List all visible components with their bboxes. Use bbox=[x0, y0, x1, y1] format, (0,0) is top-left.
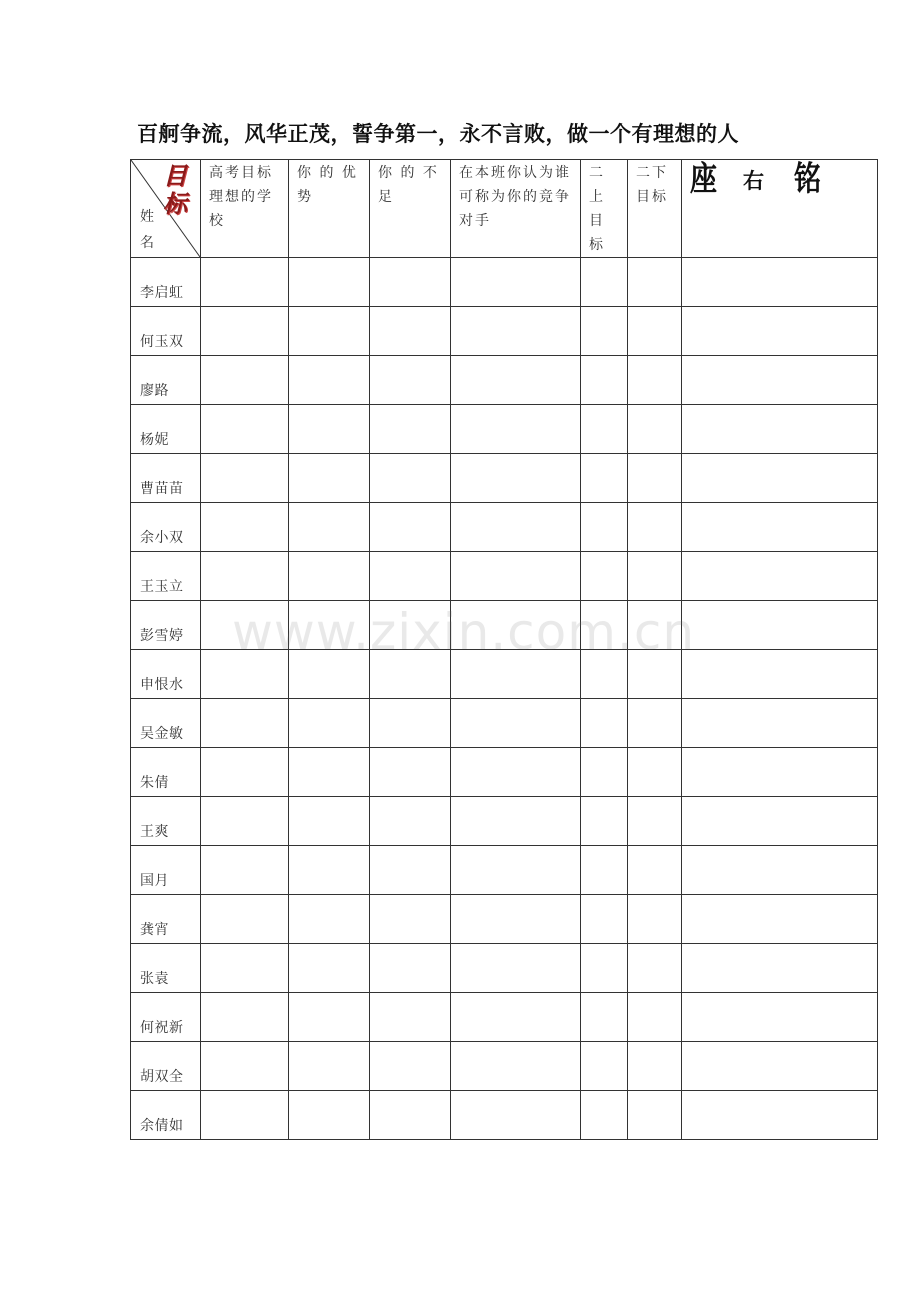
term1-goal-cell[interactable] bbox=[581, 307, 628, 356]
table-row bbox=[131, 993, 878, 1042]
motto-cell[interactable] bbox=[682, 503, 878, 552]
strengths-cell[interactable] bbox=[289, 1091, 370, 1140]
college-goal-cell[interactable] bbox=[201, 699, 289, 748]
weaknesses-cell[interactable] bbox=[370, 846, 451, 895]
corner-target-label: 目标 bbox=[163, 162, 189, 218]
strengths-cell[interactable] bbox=[289, 846, 370, 895]
page-title: 百舸争流，风华正茂，誓争第一，永不言败，做一个有理想的人 bbox=[137, 122, 739, 146]
term1-goal-cell[interactable] bbox=[581, 993, 628, 1042]
college-goal-cell[interactable] bbox=[201, 1091, 289, 1140]
term2-goal-cell[interactable] bbox=[628, 1042, 682, 1091]
strengths-cell[interactable] bbox=[289, 895, 370, 944]
motto-cell[interactable] bbox=[682, 993, 878, 1042]
table-row bbox=[131, 405, 878, 454]
table-row bbox=[131, 650, 878, 699]
header-motto bbox=[682, 160, 878, 258]
competitor-cell[interactable] bbox=[451, 454, 581, 503]
motto-char-2: 右 bbox=[743, 169, 764, 193]
college-goal-cell[interactable] bbox=[201, 552, 289, 601]
motto-cell[interactable] bbox=[682, 258, 878, 307]
term1-goal-cell[interactable] bbox=[581, 1042, 628, 1091]
strengths-cell[interactable] bbox=[289, 993, 370, 1042]
header-term2-goal: 二下目标 bbox=[628, 160, 682, 258]
header-term1-goal: 二上目标 bbox=[581, 160, 628, 258]
weaknesses-cell[interactable] bbox=[370, 895, 451, 944]
header-row bbox=[131, 160, 878, 258]
student-name-cell: 彭雪婷 bbox=[131, 601, 201, 650]
college-goal-cell[interactable] bbox=[201, 405, 289, 454]
term1-goal-cell[interactable] bbox=[581, 258, 628, 307]
weaknesses-cell[interactable] bbox=[370, 601, 451, 650]
competitor-cell[interactable] bbox=[451, 748, 581, 797]
strengths-cell[interactable] bbox=[289, 356, 370, 405]
competitor-cell[interactable] bbox=[451, 699, 581, 748]
competitor-cell[interactable] bbox=[451, 944, 581, 993]
table-row bbox=[131, 699, 878, 748]
competitor-cell[interactable] bbox=[451, 356, 581, 405]
strengths-cell[interactable] bbox=[289, 748, 370, 797]
strengths-cell[interactable] bbox=[289, 601, 370, 650]
student-name-cell: 廖路 bbox=[131, 356, 201, 405]
table-row bbox=[131, 552, 878, 601]
header-college-goal: 高考目标理想的学校 bbox=[201, 160, 289, 258]
motto-cell[interactable] bbox=[682, 405, 878, 454]
term2-goal-cell[interactable] bbox=[628, 993, 682, 1042]
table-row bbox=[131, 601, 878, 650]
term1-goal-cell[interactable] bbox=[581, 699, 628, 748]
strengths-cell[interactable] bbox=[289, 258, 370, 307]
weaknesses-cell[interactable] bbox=[370, 405, 451, 454]
term1-goal-cell[interactable] bbox=[581, 1091, 628, 1140]
table-row bbox=[131, 748, 878, 797]
competitor-cell[interactable] bbox=[451, 258, 581, 307]
term2-goal-cell[interactable] bbox=[628, 846, 682, 895]
motto-cell[interactable] bbox=[682, 1091, 878, 1140]
weaknesses-cell[interactable] bbox=[370, 356, 451, 405]
competitor-cell[interactable] bbox=[451, 650, 581, 699]
student-name-cell: 李启虹 bbox=[131, 258, 201, 307]
term1-goal-cell[interactable] bbox=[581, 895, 628, 944]
corner-header-cell bbox=[131, 160, 201, 258]
term1-goal-cell[interactable] bbox=[581, 748, 628, 797]
college-goal-cell[interactable] bbox=[201, 1042, 289, 1091]
term2-goal-cell[interactable] bbox=[628, 944, 682, 993]
strengths-cell[interactable] bbox=[289, 650, 370, 699]
term2-goal-cell[interactable] bbox=[628, 895, 682, 944]
term2-goal-cell[interactable] bbox=[628, 797, 682, 846]
table-row bbox=[131, 307, 878, 356]
college-goal-cell[interactable] bbox=[201, 601, 289, 650]
competitor-cell[interactable] bbox=[451, 503, 581, 552]
weaknesses-cell[interactable] bbox=[370, 748, 451, 797]
student-name-cell: 余倩如 bbox=[131, 1091, 201, 1140]
table-row bbox=[131, 454, 878, 503]
term2-goal-cell[interactable] bbox=[628, 454, 682, 503]
motto-cell[interactable] bbox=[682, 601, 878, 650]
motto-cell[interactable] bbox=[682, 748, 878, 797]
motto-char-3: 铭 bbox=[794, 160, 821, 199]
motto-cell[interactable] bbox=[682, 552, 878, 601]
weaknesses-cell[interactable] bbox=[370, 454, 451, 503]
competitor-cell[interactable] bbox=[451, 1091, 581, 1140]
competitor-cell[interactable] bbox=[451, 993, 581, 1042]
term2-goal-cell[interactable] bbox=[628, 601, 682, 650]
strengths-cell[interactable] bbox=[289, 454, 370, 503]
weaknesses-cell[interactable] bbox=[370, 503, 451, 552]
college-goal-cell[interactable] bbox=[201, 797, 289, 846]
college-goal-cell[interactable] bbox=[201, 846, 289, 895]
college-goal-cell[interactable] bbox=[201, 307, 289, 356]
motto-cell[interactable] bbox=[682, 307, 878, 356]
college-goal-cell[interactable] bbox=[201, 895, 289, 944]
student-name-cell: 王爽 bbox=[131, 797, 201, 846]
student-name-cell: 国月 bbox=[131, 846, 201, 895]
weaknesses-cell[interactable] bbox=[370, 307, 451, 356]
competitor-cell[interactable] bbox=[451, 405, 581, 454]
header-weaknesses: 你 的 不 足 bbox=[370, 160, 451, 258]
weaknesses-cell[interactable] bbox=[370, 650, 451, 699]
competitor-cell[interactable] bbox=[451, 797, 581, 846]
term2-goal-cell[interactable] bbox=[628, 1091, 682, 1140]
table-row bbox=[131, 1042, 878, 1091]
college-goal-cell[interactable] bbox=[201, 258, 289, 307]
term1-goal-cell[interactable] bbox=[581, 650, 628, 699]
competitor-cell[interactable] bbox=[451, 846, 581, 895]
table-row bbox=[131, 797, 878, 846]
strengths-cell[interactable] bbox=[289, 552, 370, 601]
college-goal-cell[interactable] bbox=[201, 454, 289, 503]
motto-cell[interactable] bbox=[682, 895, 878, 944]
student-name-cell: 杨妮 bbox=[131, 405, 201, 454]
weaknesses-cell[interactable] bbox=[370, 797, 451, 846]
student-name-cell: 申恨水 bbox=[131, 650, 201, 699]
term1-goal-cell[interactable] bbox=[581, 454, 628, 503]
watermark: www.zixin.com.cn bbox=[232, 603, 696, 661]
term1-goal-cell[interactable] bbox=[581, 797, 628, 846]
college-goal-cell[interactable] bbox=[201, 944, 289, 993]
strengths-cell[interactable] bbox=[289, 1042, 370, 1091]
student-name-cell: 余小双 bbox=[131, 503, 201, 552]
competitor-cell[interactable] bbox=[451, 895, 581, 944]
weaknesses-cell[interactable] bbox=[370, 258, 451, 307]
competitor-cell[interactable] bbox=[451, 601, 581, 650]
student-name-cell: 吴金敏 bbox=[131, 699, 201, 748]
motto-cell[interactable] bbox=[682, 454, 878, 503]
term2-goal-cell[interactable] bbox=[628, 503, 682, 552]
student-name-cell: 王玉立 bbox=[131, 552, 201, 601]
term1-goal-cell[interactable] bbox=[581, 405, 628, 454]
weaknesses-cell[interactable] bbox=[370, 944, 451, 993]
table-row bbox=[131, 1091, 878, 1140]
strengths-cell[interactable] bbox=[289, 797, 370, 846]
competitor-cell[interactable] bbox=[451, 307, 581, 356]
strengths-cell[interactable] bbox=[289, 307, 370, 356]
term1-goal-cell[interactable] bbox=[581, 846, 628, 895]
college-goal-cell[interactable] bbox=[201, 503, 289, 552]
term2-goal-cell[interactable] bbox=[628, 748, 682, 797]
motto-char-1: 座 bbox=[690, 160, 717, 199]
motto-cell[interactable] bbox=[682, 944, 878, 993]
motto-cell[interactable] bbox=[682, 846, 878, 895]
student-name-cell: 何玉双 bbox=[131, 307, 201, 356]
student-name-cell: 曹苗苗 bbox=[131, 454, 201, 503]
table-row bbox=[131, 846, 878, 895]
term1-goal-cell[interactable] bbox=[581, 601, 628, 650]
competitor-cell[interactable] bbox=[451, 1042, 581, 1091]
weaknesses-cell[interactable] bbox=[370, 699, 451, 748]
term2-goal-cell[interactable] bbox=[628, 356, 682, 405]
table-row bbox=[131, 944, 878, 993]
weaknesses-cell[interactable] bbox=[370, 1042, 451, 1091]
strengths-cell[interactable] bbox=[289, 503, 370, 552]
motto-cell[interactable] bbox=[682, 699, 878, 748]
college-goal-cell[interactable] bbox=[201, 993, 289, 1042]
motto-cell[interactable] bbox=[682, 1042, 878, 1091]
table-row bbox=[131, 895, 878, 944]
term1-goal-cell[interactable] bbox=[581, 944, 628, 993]
term2-goal-cell[interactable] bbox=[628, 307, 682, 356]
competitor-cell[interactable] bbox=[451, 552, 581, 601]
college-goal-cell[interactable] bbox=[201, 356, 289, 405]
strengths-cell[interactable] bbox=[289, 944, 370, 993]
student-name-cell: 何祝新 bbox=[131, 993, 201, 1042]
term2-goal-cell[interactable] bbox=[628, 699, 682, 748]
college-goal-cell[interactable] bbox=[201, 650, 289, 699]
term1-goal-cell[interactable] bbox=[581, 552, 628, 601]
weaknesses-cell[interactable] bbox=[370, 1091, 451, 1140]
term2-goal-cell[interactable] bbox=[628, 552, 682, 601]
student-name-cell: 朱倩 bbox=[131, 748, 201, 797]
weaknesses-cell[interactable] bbox=[370, 993, 451, 1042]
term2-goal-cell[interactable] bbox=[628, 405, 682, 454]
header-competitor: 在本班你认为谁可称为你的竞争对手 bbox=[451, 160, 581, 258]
college-goal-cell[interactable] bbox=[201, 748, 289, 797]
header-strengths: 你 的 优 势 bbox=[289, 160, 370, 258]
student-name-cell: 龚宵 bbox=[131, 895, 201, 944]
term1-goal-cell[interactable] bbox=[581, 503, 628, 552]
term2-goal-cell[interactable] bbox=[628, 258, 682, 307]
motto-cell[interactable] bbox=[682, 797, 878, 846]
student-name-cell: 胡双全 bbox=[131, 1042, 201, 1091]
weaknesses-cell[interactable] bbox=[370, 552, 451, 601]
table-row bbox=[131, 503, 878, 552]
table-row bbox=[131, 258, 878, 307]
table-row bbox=[131, 356, 878, 405]
strengths-cell[interactable] bbox=[289, 699, 370, 748]
term2-goal-cell[interactable] bbox=[628, 650, 682, 699]
motto-cell[interactable] bbox=[682, 650, 878, 699]
motto-cell[interactable] bbox=[682, 356, 878, 405]
term1-goal-cell[interactable] bbox=[581, 356, 628, 405]
strengths-cell[interactable] bbox=[289, 405, 370, 454]
corner-name-label: 姓名 bbox=[140, 209, 156, 251]
student-name-cell: 张袁 bbox=[131, 944, 201, 993]
student-goal-table bbox=[130, 159, 878, 1140]
